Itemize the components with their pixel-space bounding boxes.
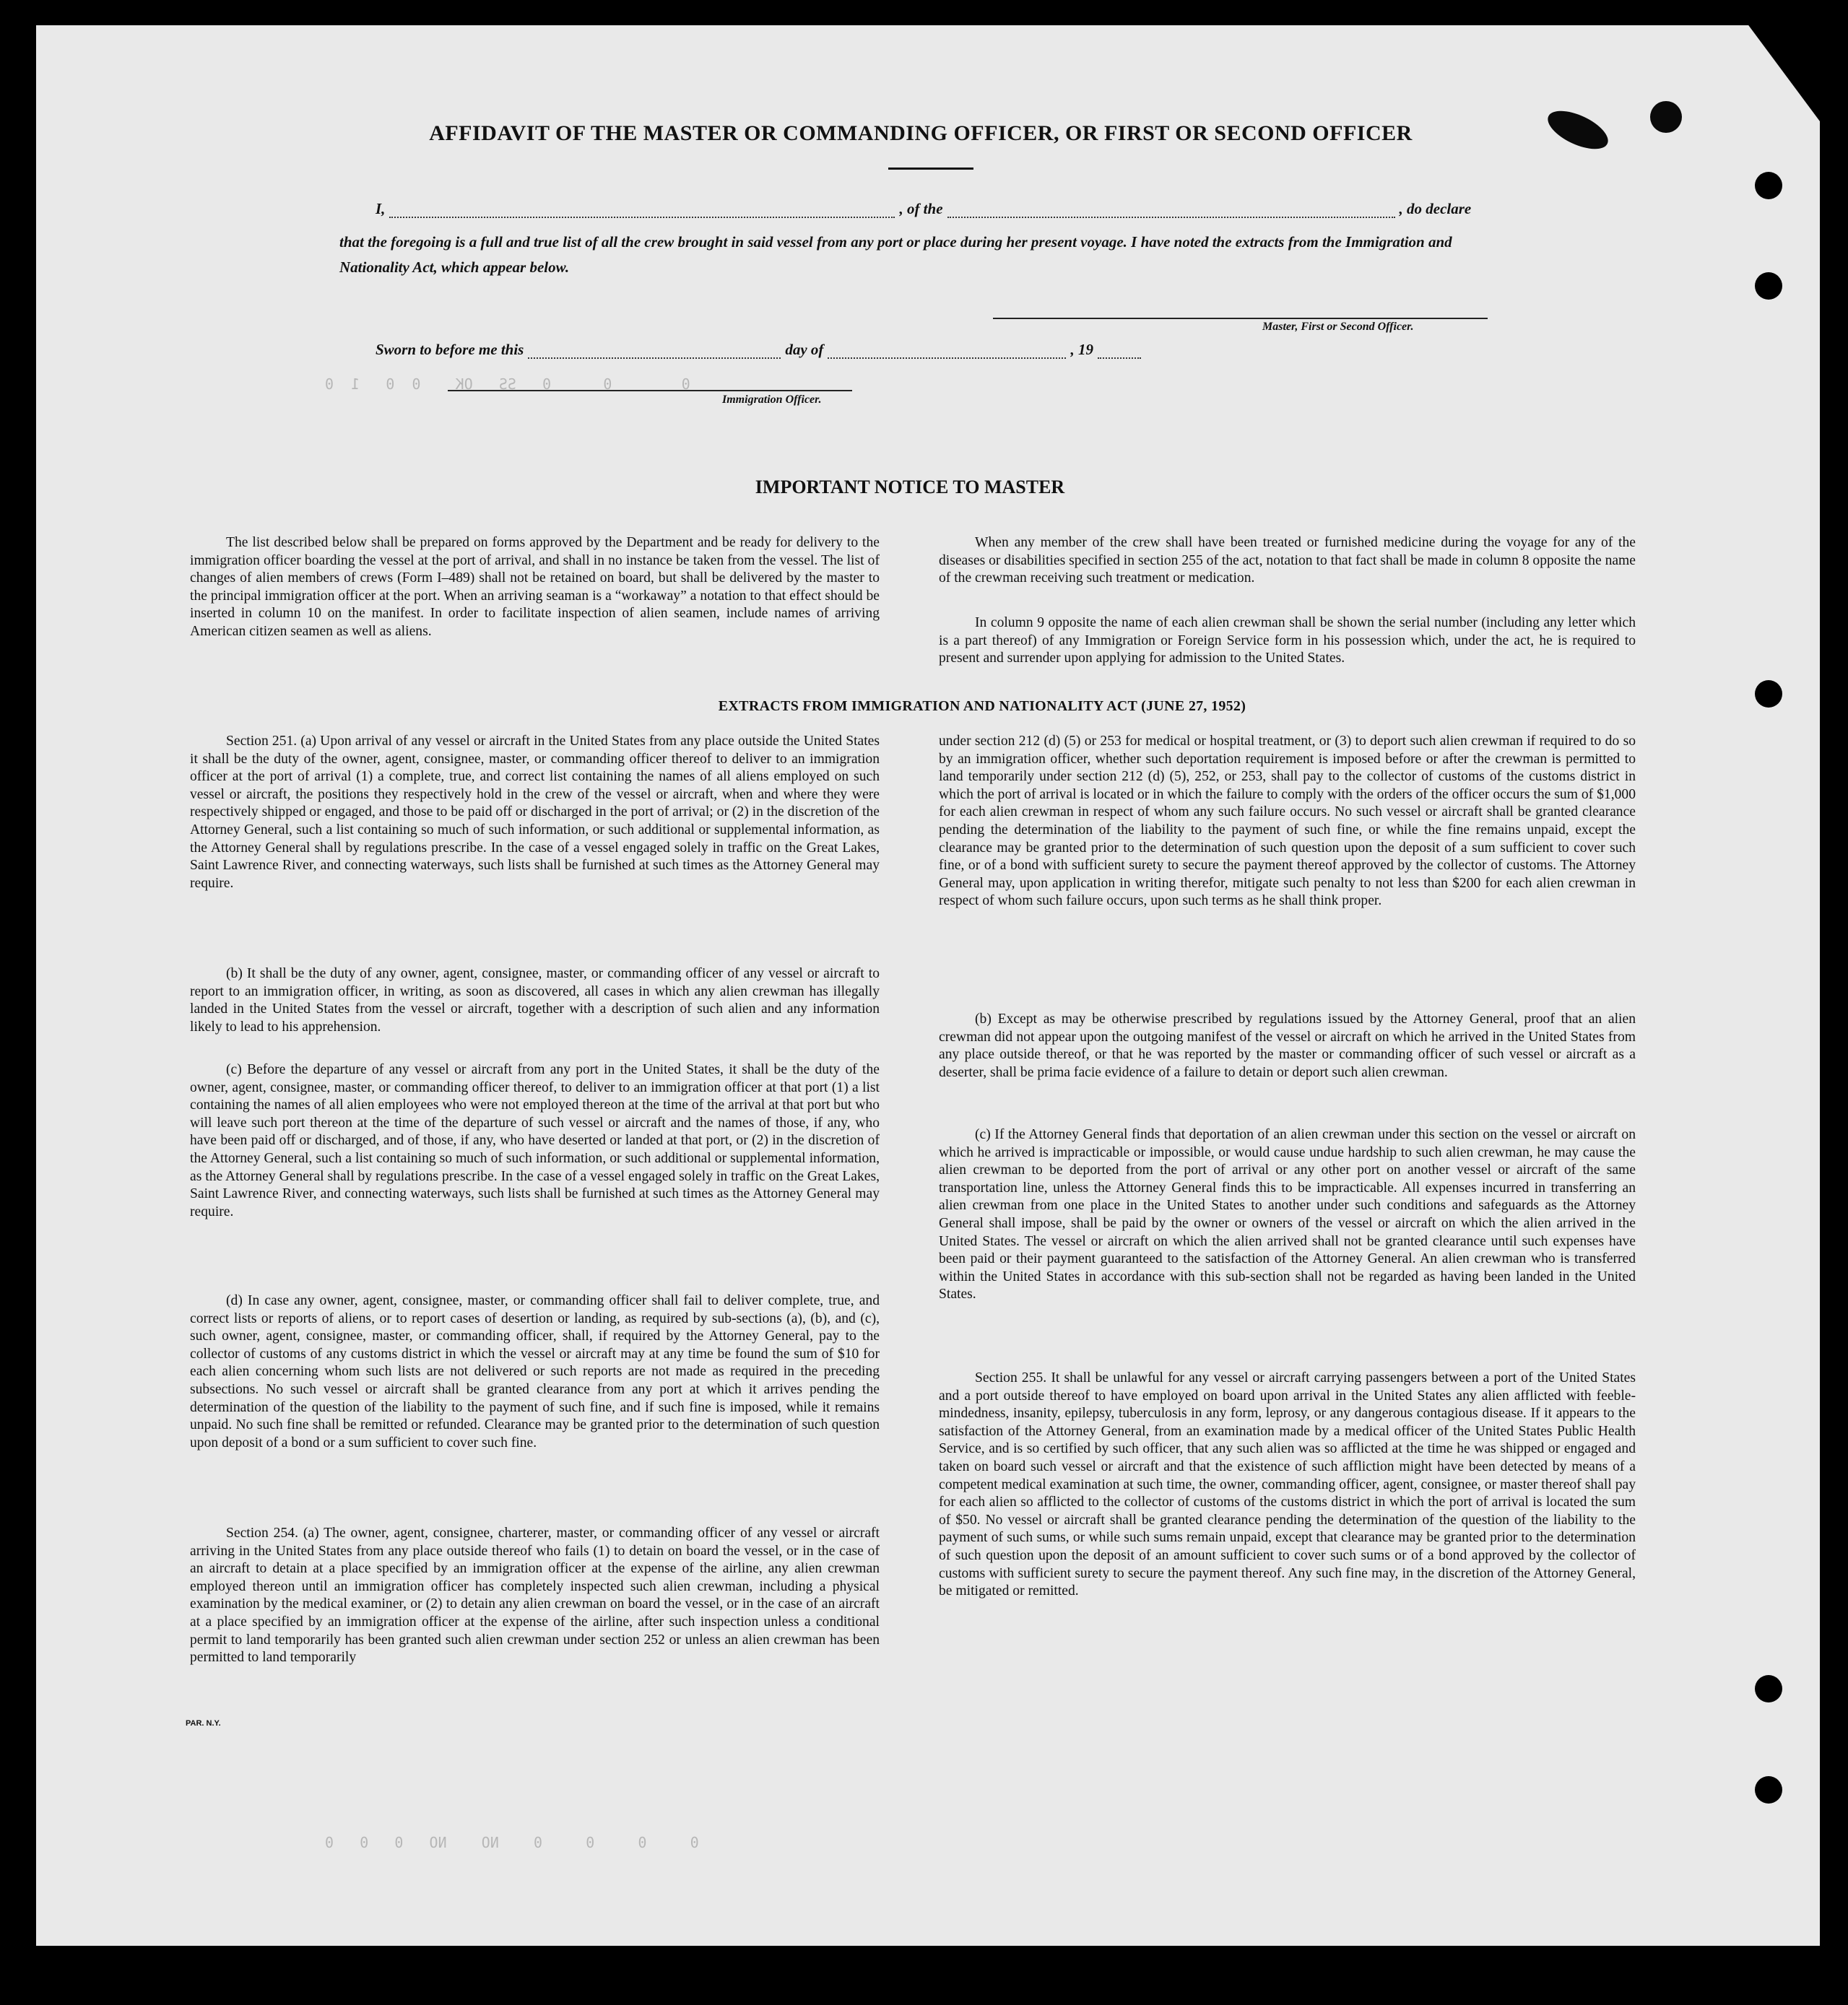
officer-name-field[interactable] [389,204,895,218]
sworn-year-field[interactable] [1098,344,1141,359]
extracts-title: EXTRACTS FROM IMMIGRATION AND NATIONALITY ACT (JUNE 27, 1952) [718,698,1246,714]
punch-hole [1755,172,1782,199]
notice-right-paragraph-1: When any member of the crew shall have been treated or furnished medicine during the voyage for any of the diseases or disabilities specified in section 255 of the act, notation to that fact shall be made in column 8 opposite the name of the crewman receiving such treatment or medication. [939,535,1636,586]
section-254-b: (b) Except as may be otherwise prescribed by regulations issued by the Attorney General, proof that an alien crewman did not appear upon the outgoing manifest of the vessel or aircraft on which he arrived in the United States from any place outside thereof, or that he was reported by the master or commanding officer of such vessel or aircraft as a deserter, shall be prima facie evidence of a failure to detain or deport such alien crewman. [939,1012,1636,1080]
section-251-c: (c) Before the departure of any vessel or aircraft from any port in the United States, it shall be the duty of the owner, agent, consignee, master, or commanding officer thereof, to deliver to an immigration officer at that port (1) a list containing the names of all alien employees who were not employed thereon at the time of the arrival at that port but who will leave such port thereon at the time of the departure of such vessel or aircraft and the names of those, if any, who have been paid off or discharged, and of those, if any, who have deserted or landed at that port, or (2) in the discretion of the Attorney General, such a list containing so much of such information, or such additional or supplemental information, as the Attorney General shall by regulations prescribe. In the case of a vessel engaged solely in traffic on the Great Lakes, Saint Lawrence River, and connecting waterways, such lists shall be furnished at such times as the Attorney General may require. [190,1062,880,1219]
punch-hole [1755,1776,1782,1804]
punch-hole [1755,680,1782,708]
ink-smudge [1650,101,1682,133]
punch-hole [1755,1675,1782,1702]
sworn-day-field[interactable] [528,344,781,359]
certification-text: that the foregoing is a full and true list of all the crew brought in said vessel from any port or place during her present voyage. I have noted the extracts from the Immigration and Nationality Act, which appear below. [339,233,1452,276]
declaration-line [376,200,1471,218]
declare-do-label: , do declare [1399,200,1472,217]
master-signature-label: Master, First or Second Officer. [1262,321,1414,333]
printer-mark: PAR. N.Y. [186,1719,221,1728]
bleed-through-text: 0 0 0 0 NO NO 0 0 0 [325,1834,699,1851]
section-251-d: (d) In case any owner, agent, consignee, master, or commanding officer shall fail to deliver complete, true, and correct lists or reports of aliens, or to report cases of desertion or landing, as required by sub-sections (a), (b), and (c), such owner, agent, consignee, master, or commanding officer, shall, if required by the Attorney General, pay to the collector of customs of any customs district in which the vessel or aircraft may at any time be found the sum of $10 for each alien concerning whom such lists are not delivered or such reports are not made as required in the preceding subsections. No such vessel or aircraft shall be granted clearance from any port at which it arrives pending the determination of the question of the liability to the payment of such fine, and if such fine is imposed, while it remains unpaid. No such fine shall be remitted or refunded. Clearance may be granted prior to the determination of such question upon deposit of a bond or a sum sufficient to cover such fine. [190,1293,880,1451]
officer-signature-label: Immigration Officer. [722,393,822,406]
master-signature-line[interactable] [993,318,1488,319]
declare-i-label: I, [376,200,386,217]
section-254-a-continued: under section 212 (d) (5) or 253 for medical or hospital treatment, or (3) to deport such alien crewman if required to do so by an immigration officer, whether such deportation requirement is imposed before or after the crewman is permitted to land temporarily under section 212 (d) (5), 252, or 253, shall pay to the collector of customs of the customs district in which the port of arrival is located or in which the failure to comply with the orders of the officer occurs the sum of $1,000 for each alien crewman in respect of whom any such failure occurs. No such vessel or aircraft shall be granted clearance pending the determination of the liability to the payment of such fine, or while the fine remains unpaid, except the clearance may be granted prior to the determination of such question upon the deposit of a sum sufficient to cover such fine, or of a bond with sufficient surety to secure the payment thereof approved by the collector of customs. The Attorney General may, upon application in writing therefor, mitigate such penalty to not less than $200 for each alien crewman in respect of whom such failure occurs, upon such terms as he shall think proper. [939,734,1636,909]
sworn-month-field[interactable] [828,344,1066,359]
bleed-through-text: 0 0 0 SS OK 0 0 1 0 [325,375,690,393]
year-label: , 19 [1070,341,1093,358]
notice-right-paragraph-2: In column 9 opposite the name of each alien crewman shall be shown the serial number (including any letter which is a part thereof) of any Immigration or Foreign Service form in his possession which, under the act, he is required to present and surrender upon applying for admission to the United States. [939,615,1636,666]
notice-left-paragraph: The list described below shall be prepared on forms approved by the Department and be ready for delivery to the immigration officer boarding the vessel at the port of arrival, and shall in no instance be taken from the vessel. The list of changes of alien members of crews (Form I–489) shall not be retained on board, but shall be delivered by the master to the principal immigration officer at the port. When an arriving seaman is a “workaway” a notation to that effect should be inserted in column 10 on the manifest. In order to facilitate inspection of alien seamen, include names of arriving American citizen seamen as well as aliens. [190,535,880,639]
section-251-a: Section 251. (a) Upon arrival of any vessel or aircraft in the United States from any place outside the United States it shall be the duty of the owner, agent, consignee, master, or commanding officer thereof to deliver to an immigration officer at the port of arrival (1) a complete, true, and correct list containing the names of all aliens employed on such vessel or aircraft, the positions they respectively hold in the crew of the vessel or aircraft, when and where they were respectively shipped or engaged, and those to be paid off or discharged in the port of arrival; or (2) in the discretion of the Attorney General, such a list containing so much of such information, or such additional or supplemental information, as the Attorney General shall by regulations prescribe. In the case of a vessel engaged solely in traffic on the Great Lakes, Saint Lawrence River, and connecting waterways, such lists shall be furnished at such times as the Attorney General may require. [190,734,880,891]
punch-hole [1755,272,1782,300]
officer-signature-line[interactable] [448,390,852,391]
sworn-line [376,341,1145,359]
section-254-c: (c) If the Attorney General finds that deportation of an alien crewman under this section on the vessel or aircraft on which he arrived is impracticable or impossible, or would cause undue hardship to such alien crewman, he may cause the alien crewman to be deported from the port of arrival or any other port on another vessel or aircraft of the same transportation line, unless the Attorney General finds this to be impracticable. All expenses incurred in transferring an alien crewman from one place in the United States to another under such conditions and safeguards as the Attorney General shall impose, shall be paid by the owner or owners of the vessel or aircraft on which the alien arrived in the United States. The vessel or aircraft on which the alien arrived shall not be granted clearance until such expenses have been paid or their payment guaranteed to the satisfaction of the Attorney General. An alien crewman who is transferred within the United States in accordance with this sub-section shall not be regarded as having been landed in the United States. [939,1127,1636,1302]
section-251-b: (b) It shall be the duty of any owner, agent, consignee, master, or commanding officer of any vessel or aircraft to report to an immigration officer, in writing, as soon as discovered, all cases in which any alien crewman has illegally landed in the United States from the vessel or aircraft, together with a description of such alien and any information likely to lead to his apprehension. [190,966,880,1035]
declare-of-the-label: , of the [899,200,943,217]
vessel-name-field[interactable] [947,204,1395,218]
title-underline [888,168,973,170]
day-of-label: day of [785,341,824,358]
section-255: Section 255. It shall be unlawful for any vessel or aircraft carrying passengers between a port of the United States and a port outside thereof to have employed on board upon arrival in the United States any alien afflicted with feeble-mindedness, insanity, epilepsy, tuberculosis in any form, leprosy, or any dangerous contagious disease. If it appears to the satisfaction of the Attorney General, from an examination made by a medical officer of the United States Public Health Service, and is so certified by such officer, that any such alien was so afflicted at the time he was shipped or engaged and taken on board such vessel or aircraft and that the existence of such affliction might have been detected by means of a competent medical examination at such time, the owner, commanding officer, agent, consignee, or master thereof shall pay for each alien so afflicted to the collector of customs of the customs district in which the port of arrival is located the sum of $50. No vessel or aircraft shall be granted clearance pending the determination of the question of the liability to the payment of such sums, or while such sums remain unpaid, except that clearance may be granted prior to the determination of such question upon the deposit of an amount sufficient to cover such sums or of a bond approved by the collector of customs with sufficient surety to secure the payment thereof. Any such fine may, in the discretion of the Attorney General, be mitigated or remitted. [939,1370,1636,1599]
sworn-label: Sworn to before me this [376,341,524,358]
notice-title: IMPORTANT NOTICE TO MASTER [755,477,1065,497]
affidavit-title: AFFIDAVIT OF THE MASTER OR COMMANDING OFFICER, OR FIRST OR SECOND OFFICER [429,121,1413,145]
section-254-a: Section 254. (a) The owner, agent, consignee, charterer, master, or commanding officer of any vessel or aircraft arriving in the United States from any place outside thereof who fails (1) to detain on board the vessel, or in the case of an aircraft to detain at a place specified by an immigration officer at the expense of the airline, any alien crewman employed thereon until an immigration officer has completely inspected such alien crewman, including a physical examination by the medical examiner, or (2) to detain any alien crewman on board the vessel, or in the case of an aircraft at a place specified by an immigration officer at the expense of the airline, after such inspection unless a conditional permit to land temporarily has been granted such alien crewman under section 252 or unless an alien crewman has been permitted to land temporarily [190,1526,880,1666]
